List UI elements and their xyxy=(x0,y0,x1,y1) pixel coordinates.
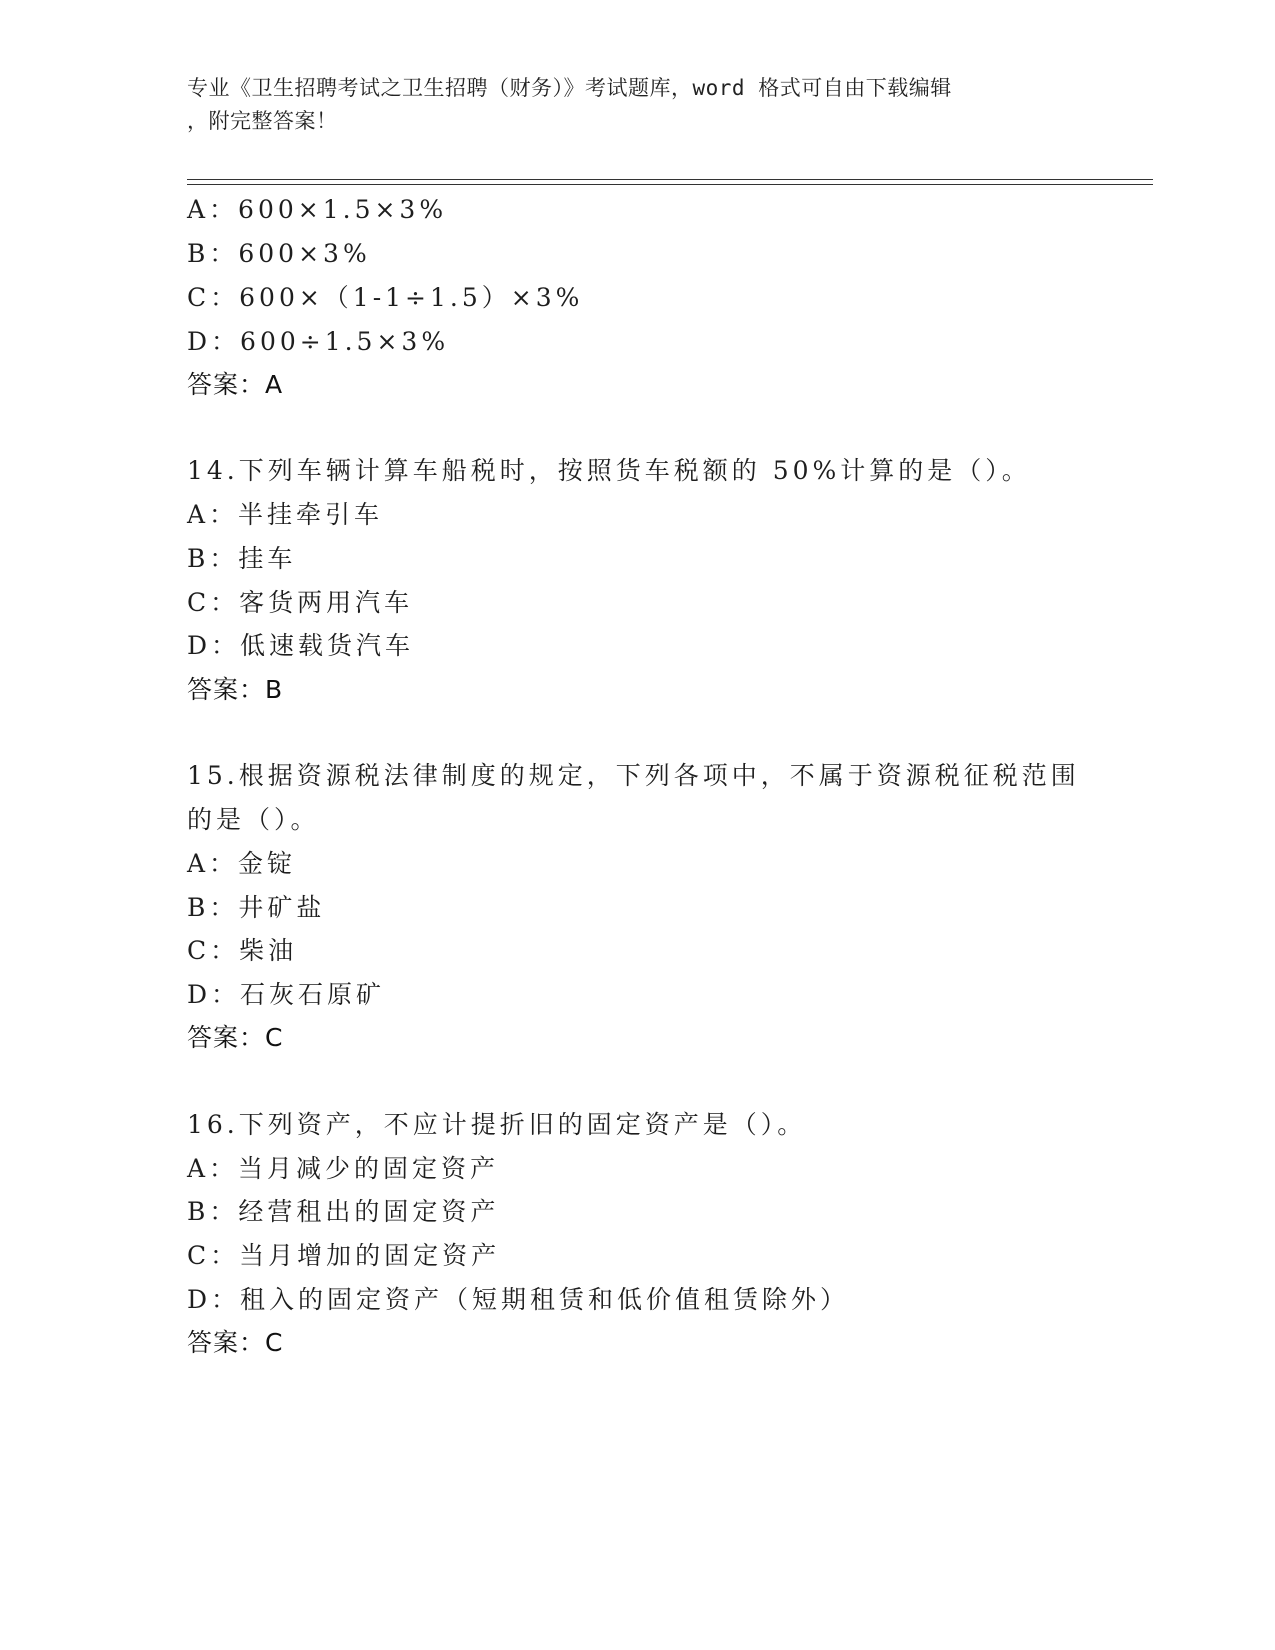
q16-question: 16.下列资产，不应计提折旧的固定资产是（）。 xyxy=(187,1110,807,1139)
q13-option-a: A：600×1.5×3% xyxy=(187,195,448,224)
q16-option-d: D：租入的固定资产（短期租赁和低价值租赁除外） xyxy=(187,1285,850,1314)
q15-option-a: A：金锭 xyxy=(187,849,297,878)
header-divider-top xyxy=(187,179,1153,180)
q16-option-c: C：当月增加的固定资产 xyxy=(187,1241,501,1270)
header-line-1: 专业《卫生招聘考试之卫生招聘（财务）》考试题库，word 格式可自由下载编辑 xyxy=(187,76,952,100)
q15-question-line-2: 的是（）。 xyxy=(187,805,320,834)
q16-option-b: B：经营租出的固定资产 xyxy=(187,1197,500,1226)
q16-option-a: A：当月减少的固定资产 xyxy=(187,1154,500,1183)
header-line-2: ，附完整答案！ xyxy=(187,109,338,133)
q14-option-c: C：客货两用汽车 xyxy=(187,588,414,617)
q16-answer: 答案：C xyxy=(187,1328,284,1357)
q13-option-b: B：600×3% xyxy=(187,239,371,268)
header-divider-bottom xyxy=(187,184,1153,185)
q14-answer: 答案：B xyxy=(187,675,284,704)
q14-option-b: B：挂车 xyxy=(187,544,297,573)
q14-option-d: D：低速载货汽车 xyxy=(187,631,415,660)
q14-option-a: A：半挂牵引车 xyxy=(187,500,384,529)
q13-option-c: C：600×（1-1÷1.5）×3% xyxy=(187,283,584,312)
q13-option-d: D：600÷1.5×3% xyxy=(187,327,450,356)
q13-answer: 答案：A xyxy=(187,370,284,399)
q15-option-b: B：井矿盐 xyxy=(187,893,326,922)
q15-option-d: D：石灰石原矿 xyxy=(187,980,386,1009)
q15-answer: 答案：C xyxy=(187,1023,284,1052)
q15-question-line-1: 15.根据资源税法律制度的规定，下列各项中，不属于资源税征税范围 xyxy=(187,761,1080,790)
q15-option-c: C：柴油 xyxy=(187,936,298,965)
q14-question: 14.下列车辆计算车船税时，按照货车税额的 50%计算的是（）。 xyxy=(187,456,1031,485)
document-header xyxy=(187,72,1087,138)
